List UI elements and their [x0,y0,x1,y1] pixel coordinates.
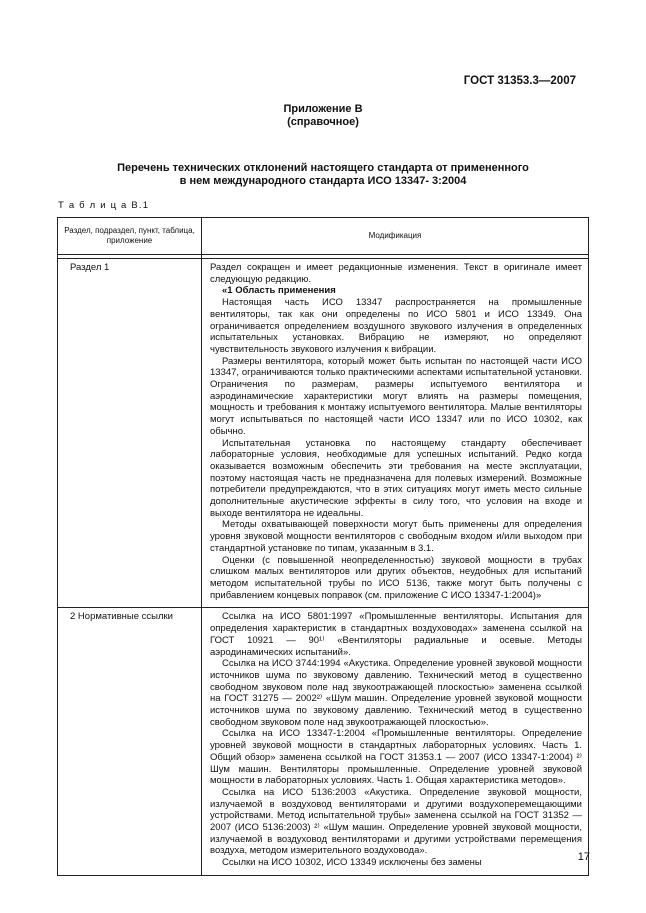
paragraph: Ссылка на ИСО 5136:2003 «Акустика. Определение звуковой мощности, излучаемой в воздуховод вентиляторами и другими воздухоперемещающими устройствами. Метод испытательной трубы» заменена ссылкой на ГОСТ 31352 — 2007 (ИСО 5136:2003) ²⁾ «Шум машин. Определение уровней звуковой мощности, излучаемой в воздуховод вентиляторами и другими устройствами перемещения воздуха, методом измерительного воздуховода». [210,786,582,857]
column-header-modification: Модификация [202,218,589,255]
paragraph: Оценки (с повышенной неопределенностью) звуковой мощности в трубах слишком малых вентиляторов или других объектов, неудобных для испытаний методом испытательной трубы по ИСО 5136, также могут быть получены с прибавлением концевых поправок (см. приложение С ИСО 13347-1:2004)» [210,554,582,601]
paragraph: Ссылки на ИСО 10302, ИСО 13349 исключены без замены [222,857,482,869]
document-title-line-1: Перечень технических отклонений настоящего стандарта от примененного [117,162,529,174]
table-row [58,259,589,608]
document-title-line-2: в нем международного стандарта ИСО 13347- 3:2004 [179,175,467,187]
paragraph: Методы охватывающей поверхности могут быть применены для определения уровня звуковой мощности вентиляторов с свободным входом и/или выходом при стандартной установке по типам, указанным в 3.1. [210,519,582,554]
standard-number: ГОСТ 31353.3—2007 [463,75,576,87]
document-title [0,162,646,188]
row-modification-text [202,259,589,608]
paragraph: Ссылка на ИСО 5801:1997 «Промышленные вентиляторы. Испытания для определения характеристик в стандартных воздуховодах» заменена ссылкой на ГОСТ 10921 — 90¹⁾ «Вентиляторы радиальные и осевые. Методы аэродинамических испытаний». [210,611,582,658]
paragraph: Испытательная установка по настоящему стандарту обеспечивает лабораторные условия, необходимые для успешных испытаний. Редко когда оказывается возможным обеспечить эти требования на месте эксплуатации, поэтому настоящая часть не предназначена для полевых измерений. Возможные потребители предупреждаются, что в этих ситуациях могут иметь место сильные дополнительные акустические эффекты в силу того, что условия на входе и выходе вентилятора не идеальны. [210,437,582,519]
row-modification-text [202,608,589,875]
appendix-title: Приложение В [283,103,363,115]
paragraph: Раздел сокращен и имеет редакционные изменения. Текст в оригинале имеет следующую редакцию. [210,262,582,285]
appendix-heading [0,103,646,129]
paragraph: Ссылка на ИСО 3744:1994 «Акустика. Определение уровней звуковой мощности источников шума по звуковому давлению. Технический метод в существенно свободном звуковом поле над звукоотражающей плоскостью» заменена ссылкой на ГОСТ 31275 — 2002²⁾ «Шум машин. Определение уровней звуковой мощности источников шума по звуковому давлению. Технический метод в существенно свободном звуковом поле над звукоотражающей плоскостью». [210,658,582,728]
column-header-section: Раздел, подраздел, пункт, таблица, приложение [58,218,202,255]
paragraph: Размеры вентилятора, который может быть испытан по настоящей части ИСО 13347, ограничиваются только практическими аспектами испытательной установки. Ограничения по размерам, размеры испытуемого вентилятора и аэродинамические характеристики могут влиять на размеры помещения, мощность и требования к монтажу испытуемого вентилятора. Малые вентиляторы могут испытываться по настоящей части ИСО 13347 или по ИСО 10302, как обычно. [210,355,582,437]
paragraph: Настоящая часть ИСО 13347 распространяется на промышленные вентиляторы, так как они определены по ИСО 5801 и ИСО 13349. Она ограничивается определением воздушного звукового излучения в определенных испытательных установках. Вибрацию не измеряют, но определяют чувствительность звукового излучения к вибрации. [210,297,582,355]
table-row [58,608,589,875]
paragraph-heading: «1 Область применения [222,285,336,297]
paragraph: Ссылка на ИСО 13347-1:2004 «Промышленные вентиляторы. Определение уровней звуковой мощности в стандартных лабораторных условиях. Часть 1. Общий обзор» заменена ссылкой на ГОСТ 31353.1 — 2007 (ИСО 13347-1:2004) ²⁾ Шум машин. Вентиляторы промышленные. Определение уровней звуковой мощности в лабораторных условиях. Часть 1. Общая характеристика методов». [210,728,582,787]
row-section-label: Раздел 1 [58,259,202,608]
table-label: Т а б л и ц а В.1 [58,200,150,211]
table-header-row [58,218,589,255]
deviations-table [57,217,589,876]
row-section-label: 2 Нормативные ссылки [58,608,202,875]
appendix-subtitle: (справочное) [287,116,359,128]
page-number: 17 [577,851,590,863]
